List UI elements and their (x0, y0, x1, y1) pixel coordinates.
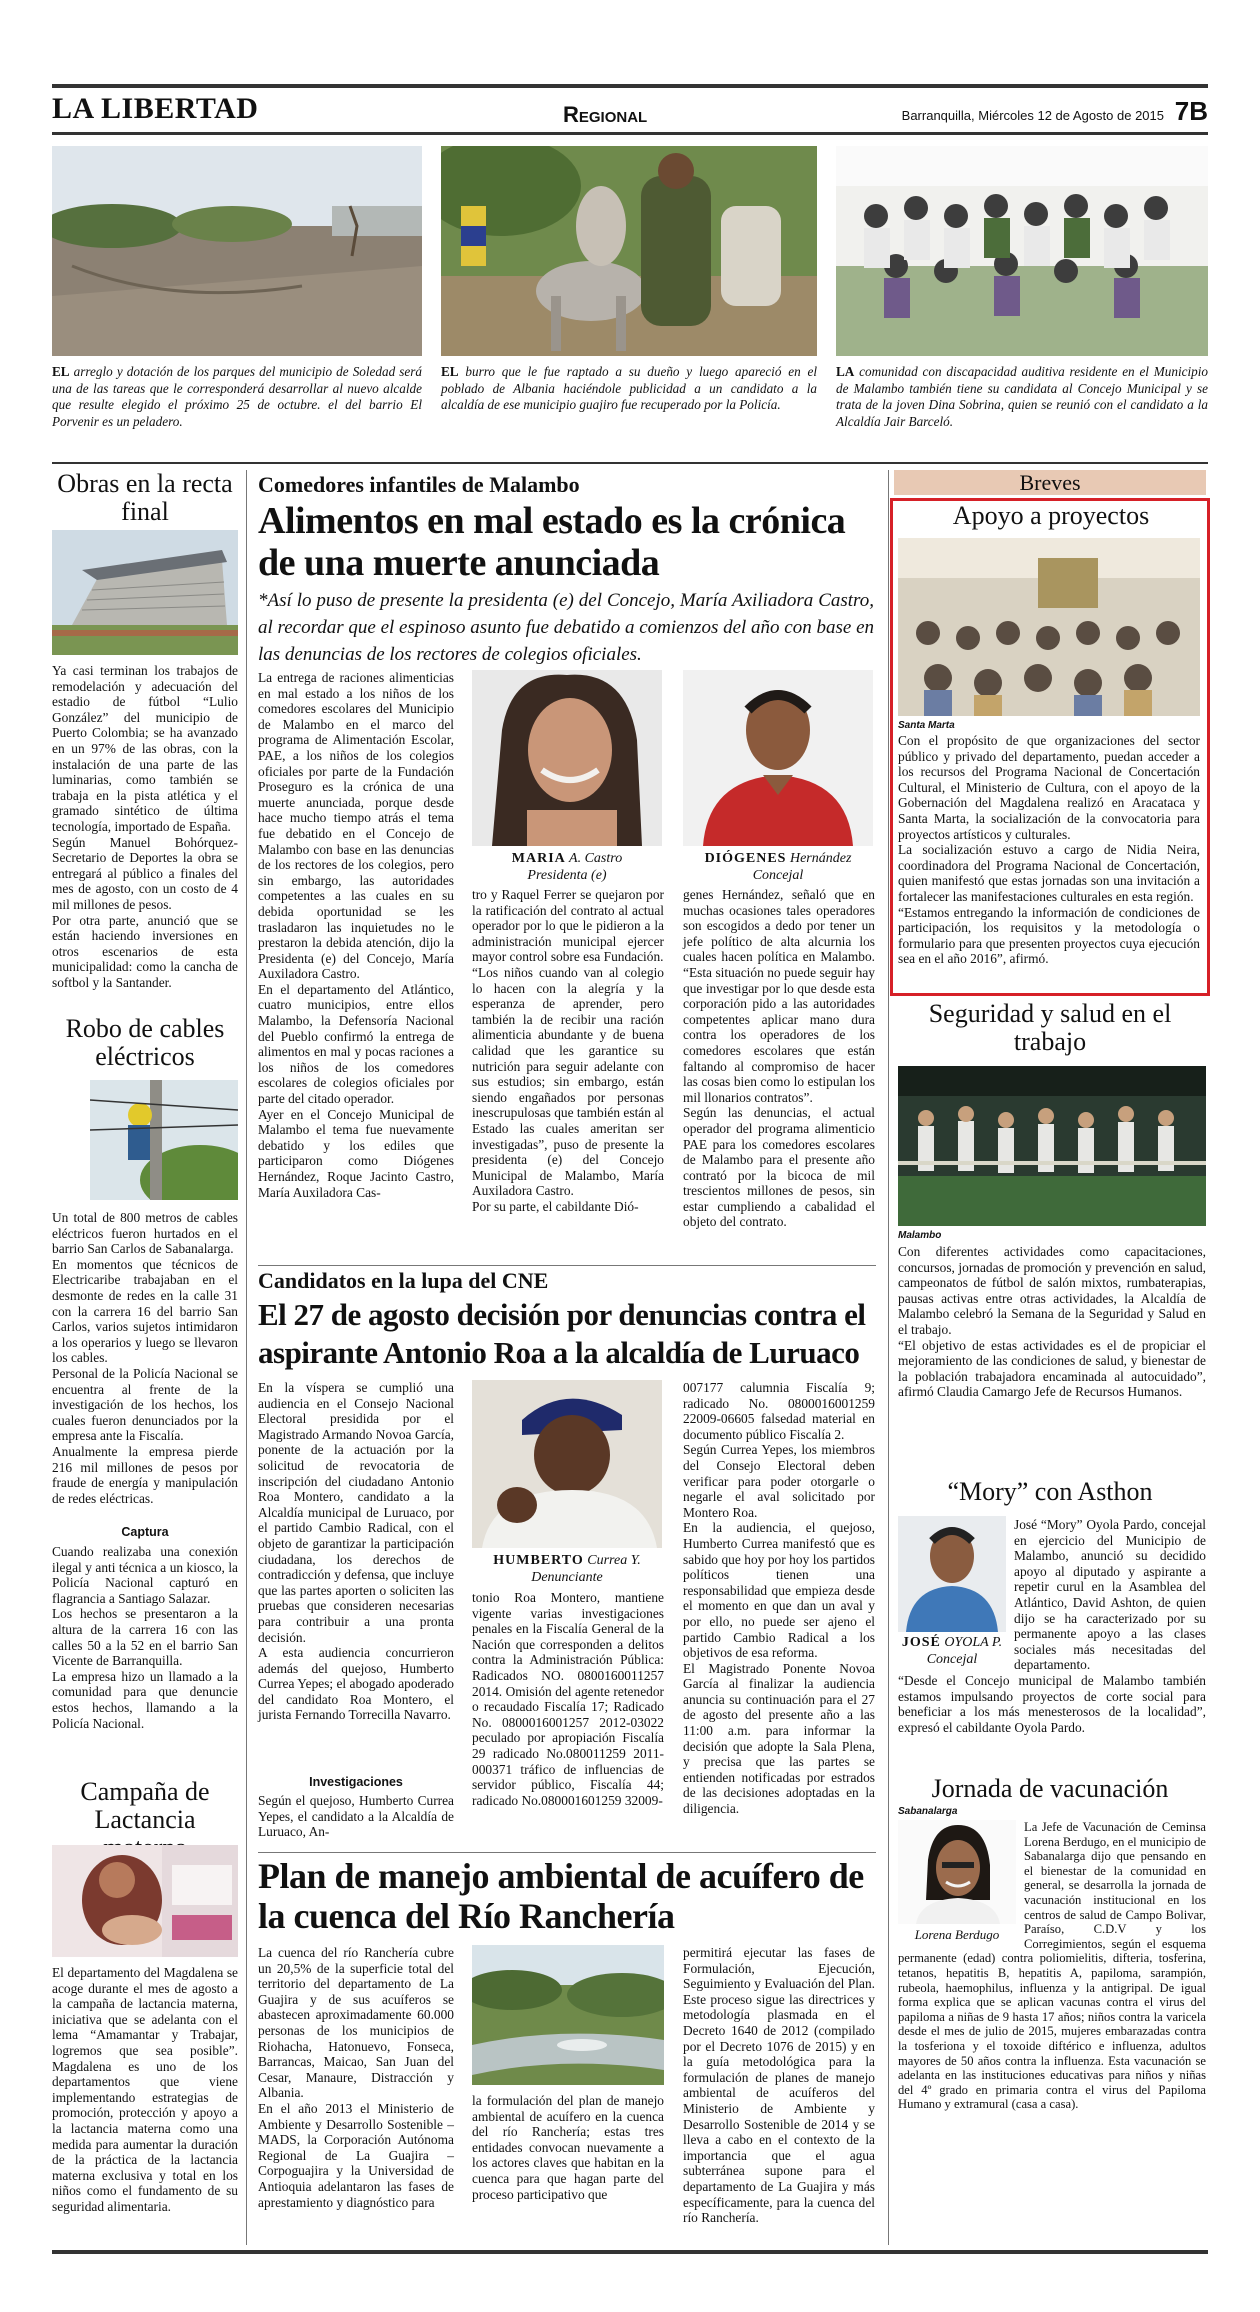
cne-photo-humberto (472, 1380, 662, 1548)
cne-subhead: Investigaciones (309, 1775, 403, 1789)
malambo-photo-maria (472, 670, 662, 846)
seguridad-place: Malambo (898, 1230, 942, 1241)
obras-title: Obras en la recta final (57, 469, 233, 526)
top-photo-donkey (441, 146, 817, 356)
mory-title: “Mory” con Asthon (947, 1477, 1153, 1506)
malambo-photo-diogenes (683, 670, 873, 846)
malambo-col3: genes Hernández, señaló que en muchas ocasiones tales operadores son escogidos a dedo por tener un jefe político de alta alcurnia los cuales hacen política en Malambo. “Esta situación no puede seguir hay que investigar por lo que desde esta corporación pido a las autoridades competentes aplicar mano dura contra los operadores de los comedores escolares que están faltando al compromiso de hacer las cosas bien como lo estipulan los mil llonarios contratos”. Según las denuncias, el actual operador del programa alimenticio PAE para los comedores escolares de Malambo para el presente año contrató por la bicoca de mil trescientos millones de pesos, sin estar cumpliendo a cabalidad el objeto del contrato. (683, 887, 875, 1230)
cne-col1b: Según el quejoso, Humberto Currea Yepes, el candidato a la Alcaldía de Luruaco, An- (258, 1793, 454, 1840)
cne-credit-humberto: HUMBERTO Currea Y. Denunciante (493, 1553, 641, 1585)
section-name: Regional (563, 102, 648, 127)
apoyo-place: Santa Marta (898, 720, 955, 731)
top-rule (52, 84, 1208, 88)
malambo-col1: La entrega de raciones alimenticias en mal estado a los niños de los comedores escolares del Municipio de Malambo en el marco del programa de Alimentación Escolar, PAE, a los niños de los colegios oficiales por parte de la Fundación Proseguro es la crónica de una muerte anunciada, porque desde hace mucho tiempo atrás el tema fue debatido en el Concejo de Malambo con base en las denuncias de los rectores de los colegios, pero sin embargo, las autoridades competentes a las cuales en su debida oportunidad se les trasladaron las inquietudes no le prestaron la debida atención, dijo la Presidenta (e) del Concejo, María Auxiladora Castro. En el departamento del Atlántico, cuatro municipios, entre ellos Malambo, la Defensoría Nacional del Pueblo confirmó la entrega de alimentos en mal y pocas raciones a los niños de los comedores escolares de colegios oficiales por parte del citado operador. Ayer en el Concejo Municipal de Malambo el tema fue nuevamente debatido y los ediles que participaron como Diógenes Hernández, Roque Jacinto Castro, María Auxiladora Cas- (258, 670, 454, 1200)
masthead: LA LIBERTAD (52, 92, 259, 125)
malambo-headline: Alimentos en mal estado es la crónica de una muerte anunciada (258, 500, 846, 584)
malambo-credit-maria: MARIA A. Castro Presidenta (e) (511, 851, 623, 883)
robo-photo-pole (90, 1080, 238, 1200)
jornada-title: Jornada de vacunación (931, 1774, 1169, 1803)
breves-banner (894, 470, 1206, 495)
jornada-text: La Jefe de Vacunación de Ceminsa Lorena Berdugo, en el municipio de Sabanalarga dijo que pensando en el bienestar de la comunidad en general, se desarrolla la jornada de vacunación institucional en los centros de salud de Campo Bolivar, Paraíso, C.D.V y los Corregimientos, según el esquema permanente (edad) contra poliomielitis, difteria, tosferina, tetanos, hepatitis B, hepatitis A, papiloma, sarampión, rubeola, haemophilus, influenza y la antigripal. De igual forma explica que se aplican vacunas contra el virus del papiloma a niñas de 9 hasta 17 años; niños contra la varicela desde el mes de julio de 2015, mujeres embarazadas contra la tosferiona y el toxoide diftérico e influenza, adultos mayores de 50 años contra la influenza. Esta vacunación se adelanta en las instituciones educativas para niños y niñas del 4º grado en primaria contra el virus del Papiloma Humano y extramural (casa a casa). (898, 1820, 1206, 2112)
breves-label: Breves (1019, 470, 1081, 495)
malambo-deck: *Así lo puso de presente la presidenta (e) del Concejo, María Axiliadora Castro, al recordar que el espinoso asunto fue debatido a comienzos del año con base en las denuncias de los rectores de colegios oficiales. (258, 590, 874, 665)
robo-text-2: Cuando realizaba una conexión ilegal y anti técnica a un kiosco, la Policía Nacional capturó en flagrancia a Santiago Salazar. Los hechos se presentaron a la altura de la carrera 16 con las calles 50 a la 52 en el barrio San Vicente de Barranquilla. La empresa hizo un llamado a la comunidad para que denuncie estos hechos, llamando a la Policía Nacional. (52, 1544, 238, 1731)
malambo-col2: tro y Raquel Ferrer se quejaron por la ratificación del contrato al actual operador por lo que le pidieron a la administración municipal ejercer mayor control sobre esa Fundación. “Los niños cuando van al colegio lo hacen con la alegría y la esperanza de aprender, pero también la de recibir una ración alimenticia abundante y de buena calidad que les garantice su nutrición para seguir adelante con sus estudios; sin embargo, están siendo engañados por personas inescrupulosas que también están al Estado las cuales ameritan ser investigadas”, puso de presente la presidenta (e) del Concejo Municipal de Malambo, María Auxiladora Castro. Por su parte, el cabildante Dió- (472, 887, 664, 1214)
robo-subhead: Captura (121, 1525, 169, 1539)
cne-kicker: Candidatos en la lupa del CNE (258, 1268, 549, 1293)
jornada-place: Sabanalarga (898, 1806, 958, 1817)
mory-credit-jose: JOSÉ OYOLA P. Concejal (901, 1635, 1003, 1667)
top-photo-community (836, 146, 1208, 356)
seguridad-photo-futsal (898, 1066, 1206, 1226)
acuifero-col1: La cuenca del río Ranchería cubre un 20,5% de la superficie total del territorio del departamento de La Guajira y de sus acuíferos se abastecen aproximadamente 60.000 personas de los municipios de Riohacha, Hatonuevo, Fonseca, Barrancas, Maicao, San Juan del Cesar, Manaure, Distracción y Albania. En el año 2013 el Ministerio de Ambiente y Desarrollo Sostenible – MADS, la Corporación Autónoma Regional de La Guajira – Corpoguajira y la Universidad de Antioquia adelantaron las fases de aprestamiento y diagnóstico para (258, 1945, 454, 2210)
mory-text: José “Mory” Oyola Pardo, concejal en ejercicio del Municipio de Malambo, anunció su decidido apoyo al diputado y aspirante a repetir curul en la Asamblea del Atlántico, David Ashton, de quien dijo se ha caracterizado por su permanente apoyo a las clases sociales más necesitadas del departamento. “Desde el Concejo municipal de Malambo también estamos impulsando proyectos de corte social para beneficiar a los más menesterosos de la localidad”, expresó el cabildante Oyola Pardo. (898, 1517, 1206, 1735)
acuifero-col2: la formulación del plan de manejo ambiental de acuífero en la cuenca del río Ranchería; estas tres entidades convocan nuevamente a los actores claves que habitan en la cuenca para que hagan parte del proceso participativo que (472, 2093, 664, 2202)
lactancia-text: El departamento del Magdalena se acoge durante el mes de agosto a la campaña de lactancia materna, iniciativa que se adelanta con el lema “Amamantar y Trabajar, logremos que sea posible”. Magdalena es uno de los departamentos que viene implementando estrategias de promoción, protección y apoyo a la lactancia materna como una medida para aumentar la duración de la práctica de la lactancia materna exclusiva y total en los niños como el fundamento de su seguridad alimentaria. (52, 1965, 238, 2214)
apoyo-photo-meeting (898, 538, 1200, 716)
top-photo-park-caption: EL arreglo y dotación de los parques del municipio de Soledad será una de las tareas que le corresponderá desarrollar al nuevo alcalde que resulte elegido el próximo 25 de octubre. el del barrio El Porvenir es un peladero. (52, 364, 422, 429)
cne-col1: En la víspera se cumplió una audiencia en el Consejo Nacional Electoral presidida por el Magistrado Armando Novoa García, ponente de la actuación por la solicitud de revocatoria de inscripción del ciudadano Antonio Roa Montero, candidato a la Alcaldía municipal de Luruaco, por el partido Cambio Radical, con el objeto de garantizar la participación ciudadana, los derechos de contradicción y defensa, que incluye que las partes aporten o soliciten las pruebas que consideren necesarias para contribuir a una pronta decisión. A esta audiencia concurrieron además del quejoso, Humberto Currea Yepes; el abogado apoderado del candidato Roa Montero, el jurista Fernando Torrecilla Navarro. (258, 1380, 454, 1723)
lactancia-title: Campaña de Lactancia (80, 1777, 210, 1834)
malambo-kicker: Comedores infantiles de Malambo (258, 472, 580, 497)
robo-text: Un total de 800 metros de cables eléctricos fueron hurtados en el barrio San Carlos de Sabanalarga. En momentos que técnicos de Electricaribe trabajaban en el desmonte de redes en la calle 31 con la carrera 16 del barrio San Carlos, varios sujetos intimidaron a los operarios y luego se llevaron los cables. Personal de la Policía Nacional se encuentra al frente de la investigación de los hechos, los cuales fueron denunciados por la empresa ante la Fiscalía. Anualmente la empresa pierde 216 mil millones de pesos por fraude de energía y manipulación de redes eléctricas. (52, 1210, 238, 1506)
seguridad-text: Con diferentes actividades como capacitaciones, concursos, jornadas de promoción y prevención en salud, campeonatos de fútbol de salón mixtos, rumbaterapias, pausas activas entre otras actividades, la Alcaldía de Malambo celebró la Semana de la Seguridad y Salud en el trabajo. “El objetivo de estas actividades es el de propiciar el mejoramiento de las condiciones de salud, y bienestar de la población trabajadora encaminada al autocuidado”, afirmó Claudia Camargo Jefe de Recursos Humanos. (898, 1244, 1206, 1400)
right-column-divider (888, 470, 889, 2245)
top-photos-rule (52, 462, 1208, 464)
section-divider-acuifero (258, 1852, 876, 1853)
text-wrap-spacer (898, 1820, 1024, 1944)
section-divider-cne (258, 1265, 876, 1266)
cne-headline: El 27 de agosto decisión por denuncias contra el aspirante Antonio Roa a la alcaldía de Luruaco (258, 1297, 866, 1370)
top-photo-donkey-caption: EL burro que le fue raptado a su dueño y luego apareció en el poblado de Albania haciéndole publicidad a un candidato a la alcaldía de ese municipio guajiro fue recuperado por la Policía. (441, 364, 817, 412)
apoyo-text: Con el propósito de que organizaciones del sector público y privado del departamento, puedan acceder a los recursos del Programa Nacional de Concertación Cultural, el Ministerio de Cultura, con el apoyo de la Gobernación del Magdalena realizó en Aracataca y Santa Marta, la socialización de la convocatoria para proyectos artísticos y culturales. La socialización estuvo a cargo de Nidia Neira, coordinadora del Programa Nacional de Concertación, quien manifestó que estas jornadas son una invitación a fortalecer las manifestaciones culturales en esta región. “Estamos entregando la información de condiciones de participación, los requisitos y la metodología o formulario para que presenten proyectos cuya ejecución sea en el año 2016”, afirmó. (898, 733, 1200, 967)
page-number: 7B (1174, 96, 1208, 126)
cne-col2: tonio Roa Montero, mantiene vigente varias investigaciones penales en la Fiscalía General de la Nación que corresponden a delitos contra la Administración Pública: Radicados NO. 0800160011257 2014. Omisión del agente retenedor o recaudado Fiscalía 17; Radicado No. 0800016001257 2012-03022 peculado por apropiación Fiscalía 29 radicado No.080011259 2011-000371 tráfico de influencias de servidor público, Fiscalía 44; radicado No.080001601259 32009- (472, 1590, 664, 1808)
left-column-divider (246, 470, 247, 2245)
top-photo-park (52, 146, 422, 356)
malambo-credit-diogenes: DIÓGENES Hernández Concejal (704, 851, 852, 883)
lactancia-photo (52, 1845, 238, 1957)
obras-photo-stadium (52, 530, 238, 655)
apoyo-title: Apoyo a proyectos (952, 501, 1150, 530)
acuifero-photo-river (472, 1945, 664, 2085)
acuifero-col3: permitirá ejecutar las fases de Formulación, Ejecución, Seguimiento y Evaluación del Plan. Este proceso sigue las directrices y metodología plasmada en el Decreto 1640 de 2012 (compilado por el Decreto 1076 de 2015) y en la guía metodológica para la formulación de planes de manejo ambiental de acuíferos del Ministerio de Ambiente y Desarrollo Sostenible de 2014 y se lleva a cabo en el contexto de la importancia que el agua subterránea supone para el departamento de La Guajira y más específicamente, para la cuenca del río Ranchería. (683, 1945, 875, 2226)
header-rule (52, 132, 1208, 135)
jornada-photo-caption: Lorena Berdugo (914, 1927, 1000, 1942)
dateline: Barranquilla, Miércoles 12 de Agosto de 2015 (901, 108, 1164, 123)
acuifero-headline: Plan de manejo ambiental de acuífero de la cuenca del Río Ranchería (258, 1856, 864, 1936)
text-wrap-spacer (898, 1517, 1014, 1667)
bottom-rule (52, 2250, 1208, 2254)
robo-title: Robo de cables eléctricos (65, 1014, 225, 1071)
obras-text: Ya casi terminan los trabajos de remodelación y adecuación del estadio de fútbol “Lulio González” del municipio de Puerto Colombia; se ha avanzado en un 97% de las obras, con la instalación de una parte de las luminarias, como también se trabaja en la pista atlética y el gramado sintético de última tecnología, importado de España. Según Manuel Bohórquez- Secretario de Deportes la obra se entregará al público a finales del mes de agosto, con un costo de 4 mil millones de pesos. Por otra parte, anunció que se están haciendo inversiones en otros escenarios de esta municipalidad: como la cancha de softbol y la Santander. (52, 663, 238, 990)
seguridad-title: Seguridad y salud en el trabajo (928, 999, 1172, 1056)
top-photo-community-caption: LA comunidad con discapacidad auditiva residente en el Municipio de Malambo también tiene su candidata al Concejo Municipal y se trata de la joven Dina Sobrina, quien se reunió con el candidato a la Alcaldía Jair Barceló. (836, 364, 1208, 429)
cne-col3: 007177 calumnia Fiscalía 9; radicado No. 0800016001259 22009-06605 falsedad material en documento público Fiscalía 2. Según Currea Yepes, los miembros del Consejo Electoral deben verificar para poder otorgarle o negarle el aval solicitado por Montero Roa. En la audiencia, el quejoso, Humberto Currea manifestó que es sabido que hoy por hoy los partidos políticos tienen una responsabilidad que empieza desde el momento en que dan un aval y por ello, no puede ser ajeno el partido Cambio Radical a los objetivos de esa reforma. El Magistrado Ponente Novoa García al finalizar la audiencia anuncia su continuación para el 27 de agosto del presente año a las 11:00 a.m. para informar la decisión que adopte la Sala Plena, y precisa que las partes se entienden notificadas por estrados de las decisiones adoptadas en la diligencia. (683, 1380, 875, 1817)
